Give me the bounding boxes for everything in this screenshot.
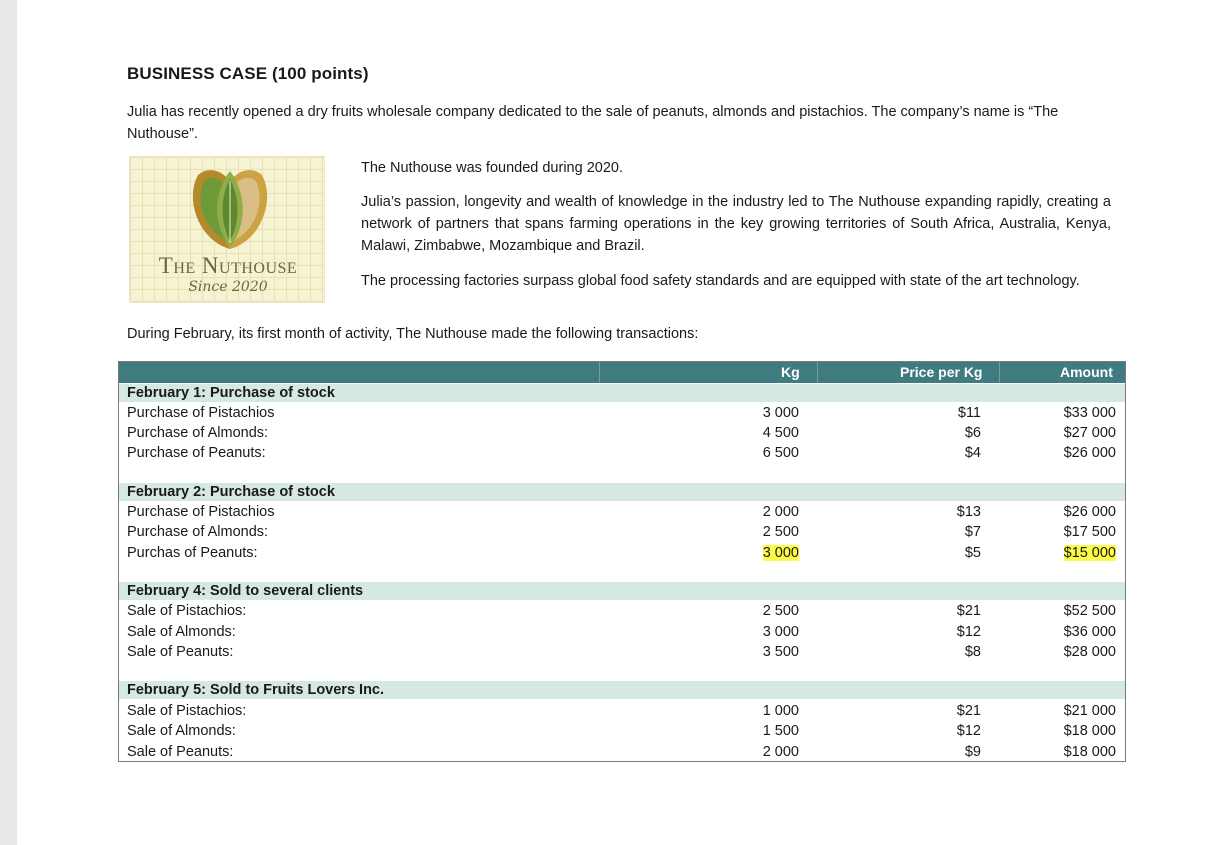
row-kg: 2 000 bbox=[762, 744, 799, 760]
row-kg: 3 000 bbox=[762, 624, 799, 640]
row-label: Purchase of Almonds: bbox=[127, 425, 269, 441]
row-price: $13 bbox=[956, 504, 981, 520]
transactions-intro: During February, its first month of activity, The Nuthouse made the following transactions: bbox=[127, 326, 699, 342]
row-amount: $18 000 bbox=[1063, 744, 1116, 760]
group-band bbox=[119, 384, 1125, 402]
row-label: Sale of Pistachios: bbox=[127, 603, 247, 619]
highlight-mark: 3 000 bbox=[762, 545, 799, 561]
header-divider bbox=[999, 362, 1000, 383]
group-band bbox=[119, 483, 1125, 501]
row-price: $21 bbox=[956, 603, 981, 619]
row-label: Sale of Pistachios: bbox=[127, 703, 247, 719]
group-band bbox=[119, 582, 1125, 600]
logo-since: Since 2020 bbox=[188, 279, 268, 295]
group-title: February 1: Purchase of stock bbox=[127, 385, 335, 401]
row-label: Purchase of Pistachios bbox=[127, 405, 275, 421]
row-amount-highlighted bbox=[1019, 545, 1116, 561]
group-title: February 4: Sold to several clients bbox=[127, 583, 364, 599]
factories-paragraph: The processing factories surpass global food safety standards and are equipped with state of the art technology. bbox=[361, 273, 1080, 289]
group-title: February 2: Purchase of stock bbox=[127, 484, 335, 500]
row-price: $12 bbox=[956, 723, 981, 739]
row-label: Purchase of Pistachios bbox=[127, 504, 275, 520]
row-label: Sale of Almonds: bbox=[127, 624, 236, 640]
nuthouse-logo bbox=[129, 156, 325, 303]
row-label: Purchase of Almonds: bbox=[127, 524, 269, 540]
header-price: Price per Kg bbox=[900, 364, 983, 380]
founded-paragraph: The Nuthouse was founded during 2020. bbox=[361, 160, 623, 176]
header-amount: Amount bbox=[1060, 364, 1113, 380]
row-kg: 4 500 bbox=[762, 425, 799, 441]
intro-paragraph: Julia has recently opened a dry fruits wholesale company dedicated to the sale of peanuts, almonds and pistachios. The company’s name is “The Nuthouse”. bbox=[127, 104, 1059, 142]
row-kg: 1 500 bbox=[762, 723, 799, 739]
logo-name: The Nuthouse bbox=[158, 253, 298, 278]
row-label: Purchase of Peanuts: bbox=[127, 445, 266, 461]
row-price: $4 bbox=[964, 445, 981, 461]
row-kg: 3 500 bbox=[762, 644, 799, 660]
row-amount: $52 500 bbox=[1063, 603, 1116, 619]
row-kg: 2 500 bbox=[762, 524, 799, 540]
transactions-table bbox=[118, 361, 1126, 762]
row-amount: $18 000 bbox=[1063, 723, 1116, 739]
row-label: Sale of Peanuts: bbox=[127, 744, 234, 760]
page-title: BUSINESS CASE (100 points) bbox=[127, 64, 369, 83]
row-price: $5 bbox=[964, 545, 981, 561]
row-price: $9 bbox=[964, 744, 981, 760]
row-kg: 2 500 bbox=[762, 603, 799, 619]
highlight-mark: $15 000 bbox=[1063, 545, 1116, 561]
row-amount: $33 000 bbox=[1063, 405, 1116, 421]
header-divider bbox=[817, 362, 818, 383]
passion-paragraph: Julia’s passion, longevity and wealth of knowledge in the industry led to The Nuthouse expanding rapidly, creating a network of partners that spans farming operations in the key growing territories of South Africa, Australia, Kenya, Malawi, Zimbabwe, Mozambique and Brazil. bbox=[361, 194, 1111, 254]
row-kg: 2 000 bbox=[762, 504, 799, 520]
nut-leaves-icon bbox=[180, 161, 280, 253]
row-kg-highlighted bbox=[719, 545, 799, 561]
row-amount: $27 000 bbox=[1063, 425, 1116, 441]
row-price: $8 bbox=[964, 644, 981, 660]
header-kg: Kg bbox=[781, 364, 800, 380]
row-kg: 3 000 bbox=[762, 405, 799, 421]
row-price: $21 bbox=[956, 703, 981, 719]
row-label: Purchas of Peanuts: bbox=[127, 545, 258, 561]
group-title: February 5: Sold to Fruits Lovers Inc. bbox=[127, 682, 385, 698]
row-amount: $26 000 bbox=[1063, 504, 1116, 520]
row-label: Sale of Peanuts: bbox=[127, 644, 234, 660]
row-price: $12 bbox=[956, 624, 981, 640]
row-price: $11 bbox=[957, 405, 981, 421]
row-price: $7 bbox=[964, 524, 981, 540]
viewer-left-edge bbox=[0, 0, 17, 845]
row-label: Sale of Almonds: bbox=[127, 723, 236, 739]
row-kg: 1 000 bbox=[762, 703, 799, 719]
group-band bbox=[119, 681, 1125, 699]
row-amount: $21 000 bbox=[1063, 703, 1116, 719]
row-amount: $17 500 bbox=[1063, 524, 1116, 540]
row-amount: $28 000 bbox=[1063, 644, 1116, 660]
row-kg: 6 500 bbox=[762, 445, 799, 461]
header-divider bbox=[599, 362, 600, 383]
row-amount: $36 000 bbox=[1063, 624, 1116, 640]
row-amount: $26 000 bbox=[1063, 445, 1116, 461]
document-page bbox=[17, 0, 1206, 845]
row-price: $6 bbox=[964, 425, 981, 441]
table-header bbox=[119, 362, 1125, 383]
